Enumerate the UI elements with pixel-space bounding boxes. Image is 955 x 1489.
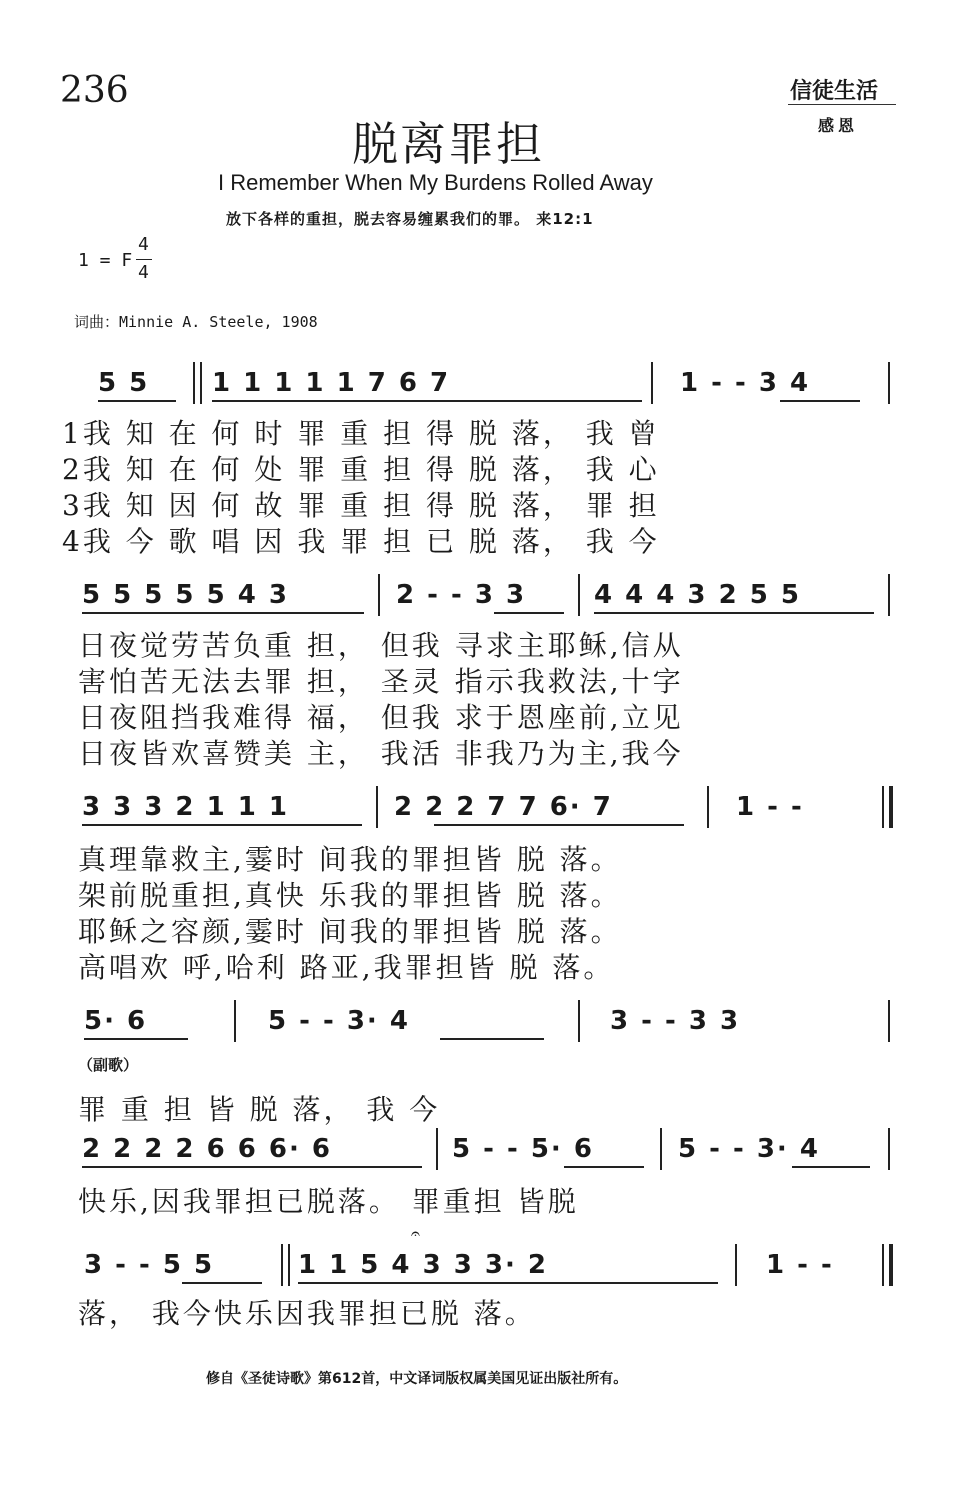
beam (494, 612, 564, 614)
bar-line (888, 1000, 890, 1042)
notes-measure-1: 2 2 2 2 6 6 6· 6 (82, 1134, 332, 1164)
bar-line (288, 1244, 290, 1286)
key-signature: 1 = F (78, 250, 133, 271)
fermata-icon: 𝄐 (411, 1224, 420, 1243)
notes-measure-3: 4 4 4 3 2 5 5 (594, 580, 801, 610)
notes-measure-2: 1 1 5 4 3 3 3· 2 (298, 1250, 548, 1280)
notes-measure-3: 1 - - (766, 1250, 834, 1280)
beam (440, 1038, 544, 1040)
beam (98, 400, 176, 402)
beam (434, 824, 684, 826)
hymn-number: 236 (60, 70, 129, 111)
notes-measure-3: 1 - - 3 4 (680, 368, 811, 398)
final-bar-line (882, 786, 884, 828)
category-divider (788, 104, 896, 105)
bar-line (378, 574, 380, 616)
bar-line (578, 574, 580, 616)
lyric-verse-2: 2我 知 在 何 处 罪 重 担 得 脱 落， 我 心 (62, 453, 660, 486)
notes-measure-1: 3 3 3 2 1 1 1 (82, 792, 289, 822)
composer-credit: 词曲：Minnie A. Steele, 1908 (74, 313, 318, 331)
final-bar-line (889, 786, 893, 828)
lyric-verse-1: 1我 知 在 何 时 罪 重 担 得 脱 落， 我 曾 (62, 417, 660, 450)
beam (212, 400, 642, 402)
notes-measure-2: 2 - - 3 3 (396, 580, 527, 610)
lyric-verse-4: 日夜皆欢喜赞美 主， 我活 非我乃为主,我今 (78, 737, 684, 770)
beam (594, 612, 874, 614)
lyric-verse-3: 耶稣之容颜,霎时 间我的罪担皆 脱 落。 (78, 915, 622, 948)
lyric-chorus: 落， 我今快乐因我罪担已脱 落。 (78, 1297, 536, 1330)
lyric-verse-4: 高唱欢 呼,哈利 路亚,我罪担皆 脱 落。 (78, 951, 615, 984)
beam (82, 824, 362, 826)
notes-measure-3: 1 - - (736, 792, 804, 822)
beam (84, 1038, 188, 1040)
bar-line (888, 574, 890, 616)
bar-line (193, 362, 195, 404)
lyric-verse-1: 日夜觉劳苦负重 担， 但我 寻求主耶稣,信从 (78, 629, 684, 662)
copyright-footer: 修自《圣徒诗歌》第612首，中文译词版权属美国见证出版社所有。 (206, 1371, 628, 1387)
lyric-verse-3: 日夜阻挡我难得 福， 但我 求于恩座前,立见 (78, 701, 684, 734)
beam (82, 1166, 422, 1168)
chorus-label: （副歌） (78, 1056, 139, 1074)
lyric-verse-2: 害怕苦无法去罪 担， 圣灵 指示我救法,十字 (78, 665, 684, 698)
bar-line (436, 1128, 438, 1170)
lyric-verse-1: 真理靠救主,霎时 间我的罪担皆 脱 落。 (78, 843, 622, 876)
notes-measure-1: 3 - - 5 5 (84, 1250, 215, 1280)
beam (182, 1282, 262, 1284)
notes-measure-1: 5 5 5 5 5 4 3 (82, 580, 289, 610)
english-title: I Remember When My Burdens Rolled Away (218, 170, 653, 195)
final-bar-line (882, 1244, 884, 1286)
notes-measure-2: 5 - - 5· 6 (452, 1134, 594, 1164)
scripture-reference: 放下各样的重担，脱去容易缠累我们的罪。 来12:1 (226, 210, 594, 228)
time-signature-line (136, 259, 152, 260)
bar-line (660, 1128, 662, 1170)
lyric-verse-3: 3我 知 因 何 故 罪 重 担 得 脱 落， 罪 担 (62, 489, 660, 522)
notes-measure-2: 2 2 2 7 7 6· 7 (394, 792, 613, 822)
lyric-chorus: 快乐,因我罪担已脱落。 罪重担 皆脱 (78, 1185, 579, 1218)
notes-measure-2: 1 1 1 1 1 7 6 7 (212, 368, 451, 398)
beam (792, 1166, 870, 1168)
beam (564, 1166, 644, 1168)
beam (298, 1282, 718, 1284)
bar-line (376, 786, 378, 828)
bar-line (281, 1244, 283, 1286)
bar-line (578, 1000, 580, 1042)
beam (82, 612, 364, 614)
bar-line (888, 362, 890, 404)
bar-line (707, 786, 709, 828)
bar-line (200, 362, 202, 404)
subcategory-label: 感恩 (818, 116, 859, 135)
time-signature-bottom: 4 (138, 262, 149, 283)
lyric-chorus: 罪 重 担 皆 脱 落， 我 今 (78, 1093, 441, 1126)
lyric-verse-2: 架前脱重担,真快 乐我的罪担皆 脱 落。 (78, 879, 622, 912)
bar-line (651, 362, 653, 404)
bar-line (735, 1244, 737, 1286)
final-bar-line (889, 1244, 893, 1286)
bar-line (888, 1128, 890, 1170)
notes-measure-1: 5 5 (98, 368, 150, 398)
song-title: 脱离罪担 (352, 117, 544, 171)
notes-measure-2: 5 - - 3· 4 (268, 1006, 410, 1036)
beam (780, 400, 860, 402)
notes-measure-1: 5· 6 (84, 1006, 148, 1036)
bar-line (234, 1000, 236, 1042)
time-signature-top: 4 (138, 234, 149, 255)
notes-measure-3: 5 - - 3· 4 (678, 1134, 820, 1164)
category-label: 信徒生活 (790, 78, 879, 104)
notes-measure-3: 3 - - 3 3 (610, 1006, 741, 1036)
lyric-verse-4: 4我 今 歌 唱 因 我 罪 担 已 脱 落， 我 今 (62, 525, 660, 558)
